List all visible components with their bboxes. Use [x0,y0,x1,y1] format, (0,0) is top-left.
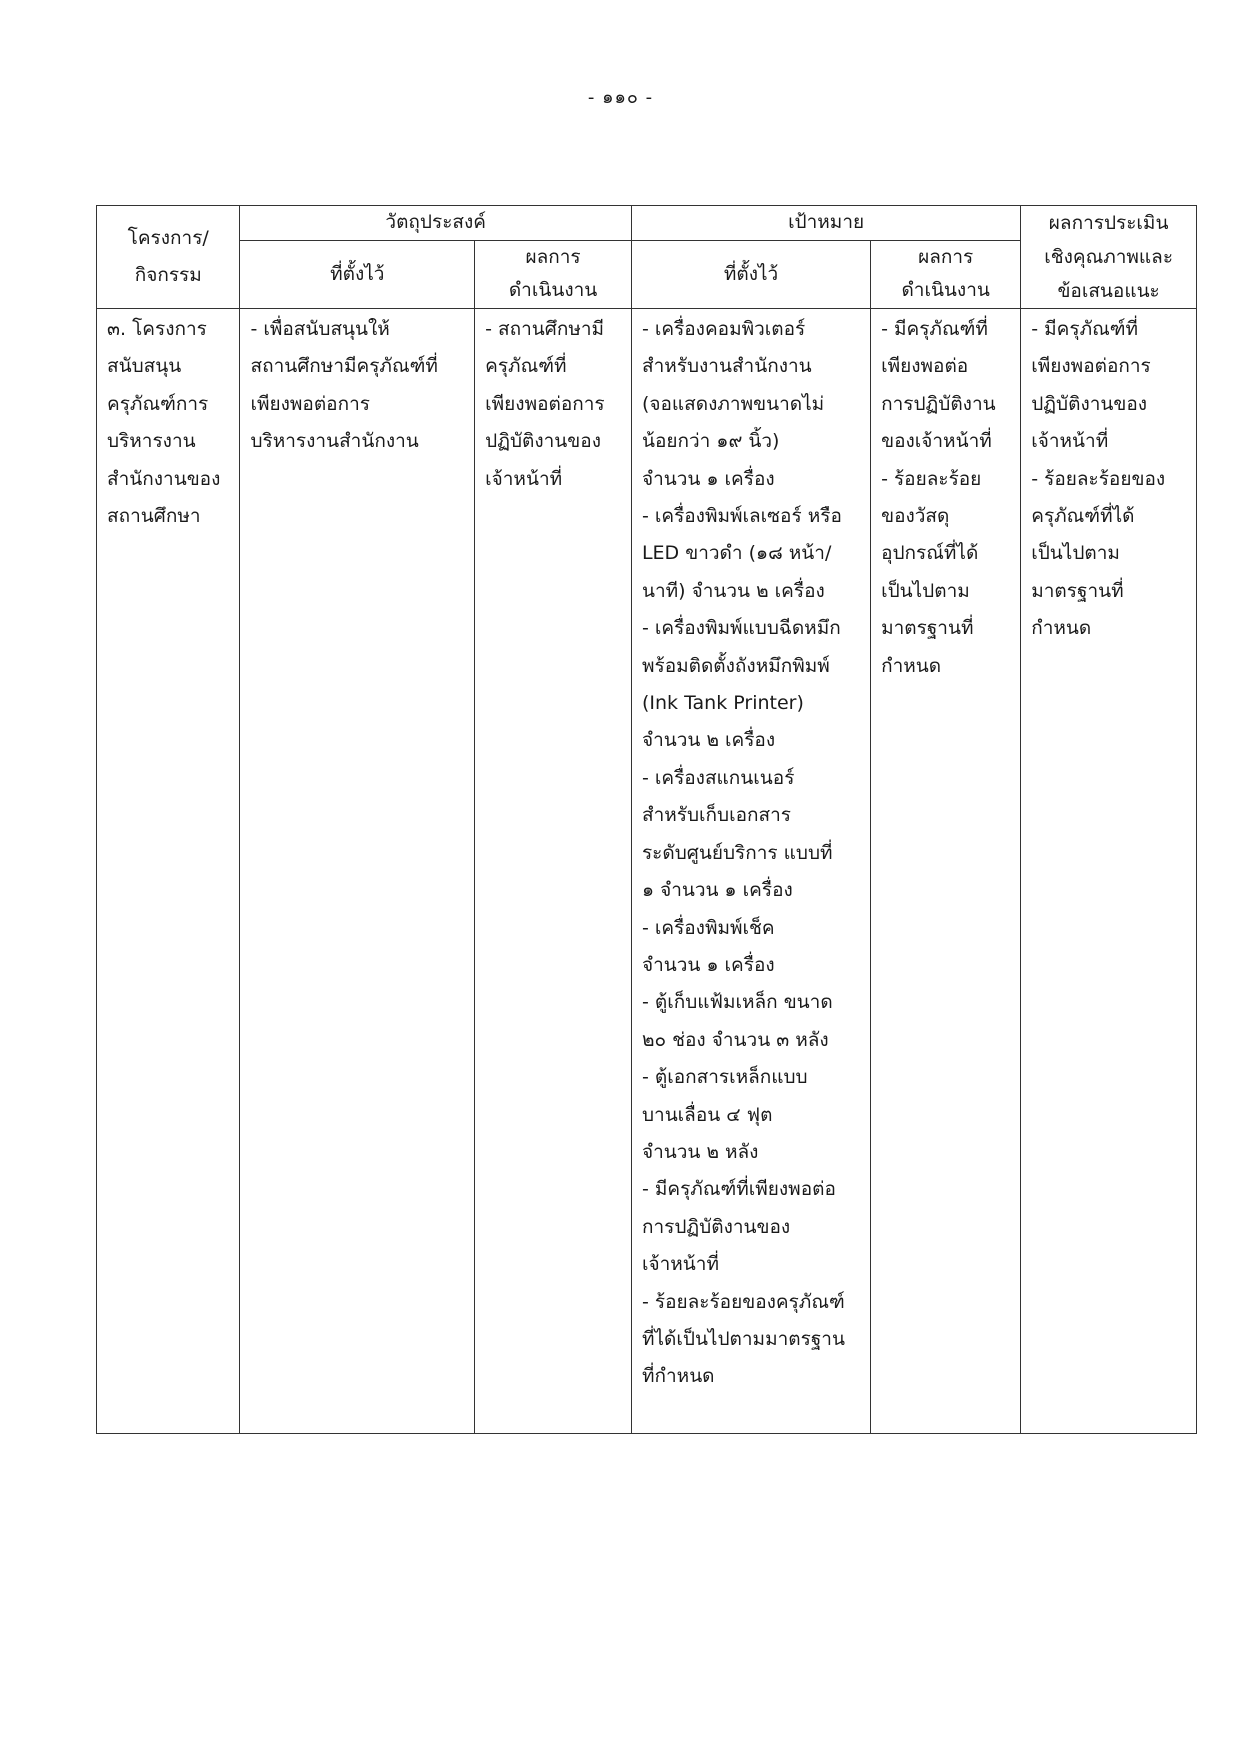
cell-text-line: ปฏิบัติงานของ [485,430,601,453]
cell-text-line: - ร้อยละร้อย [881,467,982,490]
cell-text-line: (จอแสดงภาพขนาดไม่ [641,392,825,415]
cell-text-line: - ร้อยละร้อยของครุภัณฑ์ [641,1290,845,1313]
header-row-group [97,206,1197,241]
cell-text-line: - ร้อยละร้อยของ [1031,467,1166,490]
cell-text-line: บริหารงาน [107,430,196,453]
project-evaluation-table [96,205,1197,1434]
cell-text-line: บริหารงานสำนักงาน [250,430,419,453]
cell-text-line: เพียงพอต่อ [881,355,969,378]
cell-text-line: - ตู้เก็บแฟ้มเหล็ก ขนาด [641,991,833,1014]
cell-objective-result [475,309,632,1434]
header-target-group: เป้าหมาย [631,206,1020,241]
page-number: - ๑๑๐ - [587,87,654,108]
cell-text-line: ของวัสดุ [881,505,950,528]
cell-text-line: น้อยกว่า ๑๙ นิ้ว) [641,430,780,453]
cell-text-line: - ตู้เอกสารเหล็กแบบ [641,1066,808,1089]
cell-text-line: สถานศึกษามีครุภัณฑ์ที่ [250,355,438,378]
cell-text-line: ครุภัณฑ์ที่ได้ [1031,505,1135,528]
cell-text-line: จำนวน ๑ เครื่อง [641,953,775,976]
header-target-result-line: ดำเนินงาน [901,279,990,302]
header-target-result-line: ผลการ [918,246,974,269]
cell-text-line: พร้อมติดตั้งถังหมึกพิมพ์ [641,654,830,677]
cell-text-line: การปฏิบัติงาน [881,392,996,415]
header-project [97,206,240,309]
cell-text-line: ระดับศูนย์บริการ แบบที่ [641,841,833,864]
cell-text-line: เจ้าหน้าที่ [1031,430,1109,453]
header-target-set: ที่ตั้งไว้ [631,240,870,308]
header-objective-result-line: ผลการ [525,246,581,269]
header-objective-result-line: ดำเนินงาน [508,279,598,302]
cell-text-line: บานเลื่อน ๔ ฟุต [641,1103,773,1126]
cell-text-line: สำนักงานของ [107,467,221,490]
cell-text-line: เจ้าหน้าที่ [485,467,563,490]
cell-text-line: สำหรับเก็บเอกสาร [641,804,791,827]
cell-text-line: - มีครุภัณฑ์ที่ [881,318,988,340]
cell-text-line: LED ขาวดำ (๑๘ หน้า/ [641,542,832,565]
cell-text-line: กำหนด [881,654,942,677]
cell-text-line: เป็นไปตาม [1031,542,1120,565]
cell-text-line: ครุภัณฑ์การ [107,392,209,415]
cell-text-line: (Ink Tank Printer) [641,692,804,715]
cell-text-line: ๒๐ ช่อง จำนวน ๓ หลัง [641,1028,829,1051]
cell-project [97,309,240,1434]
cell-text-line: - เครื่องพิมพ์เช็ค [641,916,775,939]
cell-text-line: ครุภัณฑ์ที่ [485,355,567,378]
cell-text-line: - มีครุภัณฑ์ที่ [1031,318,1139,340]
cell-text-line: ปฏิบัติงานของ [1031,392,1148,415]
cell-text-line: การปฏิบัติงานของ [641,1215,791,1238]
header-evaluation-line: ข้อเสนอแนะ [1057,280,1160,302]
cell-objective-set [240,309,475,1434]
cell-text-line: สนับสนุน [107,355,182,378]
cell-text-line: สำหรับงานสำนักงาน [641,355,812,378]
cell-text-line: เพียงพอต่อการ [1031,355,1151,378]
cell-text-line: เพียงพอต่อการ [485,392,605,415]
header-evaluation [1021,206,1197,309]
cell-text-line: - เครื่องสแกนเนอร์ [641,766,795,789]
cell-text-line: - มีครุภัณฑ์ที่เพียงพอต่อ [641,1178,836,1201]
header-objective-result [475,240,632,308]
cell-text-line: จำนวน ๑ เครื่อง [641,467,775,490]
cell-text-line: ๓. โครงการ [107,318,207,340]
cell-text-line: - เครื่องพิมพ์แบบฉีดหมึก [641,617,841,640]
table-row [97,309,1197,1434]
cell-text-line: จำนวน ๒ เครื่อง [641,729,776,752]
cell-text-line: ที่กำหนด [641,1365,715,1388]
cell-text-line: อุปกรณ์ที่ได้ [881,542,979,565]
cell-text-line: ๑ จำนวน ๑ เครื่อง [641,879,793,902]
cell-text-line: ของเจ้าหน้าที่ [881,430,992,453]
cell-text-line: - สถานศึกษามี [485,318,605,340]
header-target-result [871,240,1021,308]
header-objective-group: วัตถุประสงค์ [240,206,632,241]
cell-text-line: กำหนด [1031,617,1092,640]
cell-text-line: เป็นไปตาม [881,579,970,602]
cell-text-line: - เครื่องคอมพิวเตอร์ [641,318,806,340]
cell-text-line: เจ้าหน้าที่ [641,1253,719,1276]
header-project-line: กิจกรรม [134,264,202,286]
cell-text-line: - เพื่อสนับสนุนให้ [250,318,390,340]
cell-text-line: นาที) จำนวน ๒ เครื่อง [641,579,825,602]
cell-target-set [631,309,870,1434]
cell-text-line: จำนวน ๒ หลัง [641,1140,759,1163]
cell-target-result [871,309,1021,1434]
header-evaluation-line: เชิงคุณภาพและ [1044,246,1174,268]
cell-text-line: สถานศึกษา [107,505,201,528]
header-evaluation-line: ผลการประเมิน [1048,212,1169,234]
cell-text-line: มาตรฐานที่ [1031,579,1124,602]
header-project-line: โครงการ/ [127,227,209,249]
cell-text-line: เพียงพอต่อการ [250,392,370,415]
cell-evaluation [1021,309,1197,1434]
header-objective-set: ที่ตั้งไว้ [240,240,475,308]
cell-text-line: มาตรฐานที่ [881,617,974,640]
cell-text-line: ที่ได้เป็นไปตามมาตรฐาน [641,1327,845,1350]
cell-text-line: - เครื่องพิมพ์เลเซอร์ หรือ [641,505,842,528]
